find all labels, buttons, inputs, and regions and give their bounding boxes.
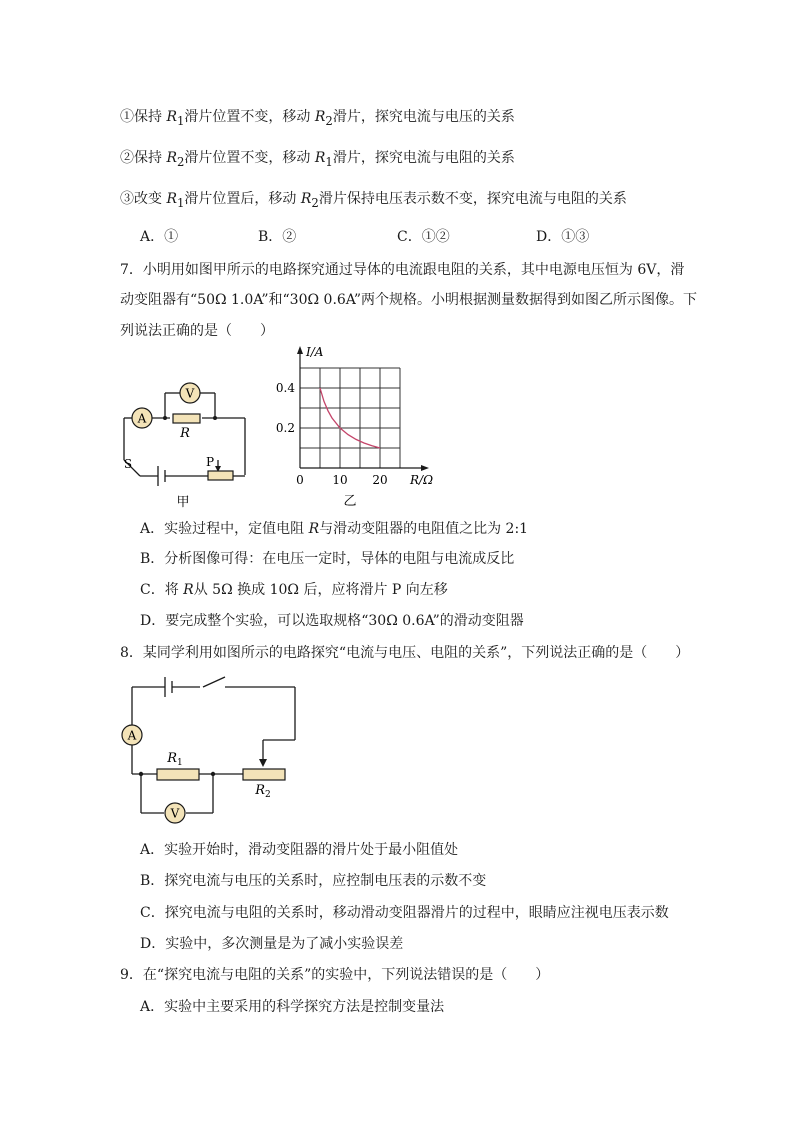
switch-label: S — [123, 457, 133, 471]
resistor-r1-icon — [157, 769, 199, 780]
x-tick-label: 20 — [372, 473, 388, 487]
junction-dot — [211, 772, 215, 776]
ammeter-label: A — [137, 411, 147, 426]
junction-dot — [213, 416, 217, 420]
q8-option-a: A．实验开始时，滑动变阻器的滑片处于最小阻值处 — [140, 842, 459, 858]
figure-caption-jia: 甲 — [176, 495, 190, 510]
x-tick-label: 10 — [332, 473, 348, 487]
rheostat-icon — [208, 471, 233, 480]
x-tick-label: 0 — [296, 473, 304, 487]
r1-label: $R_1$ — [167, 751, 183, 768]
q6-option-d: D．①③ — [536, 229, 590, 245]
y-axis-arrow-icon — [297, 346, 303, 354]
q7-stem-line-2: 动变阻器有“50Ω 1.0A”和“30Ω 0.6A”两个规格。小明根据测量数据得到如图乙所示图像。下 — [120, 292, 698, 308]
voltmeter-label: V — [170, 806, 180, 821]
series-curve — [320, 388, 380, 448]
rheostat-r2-icon — [243, 769, 285, 780]
figure-caption-yi: 乙 — [343, 494, 357, 509]
q9-stem: 9．在“探究电流与电阻的关系”的实验中，下列说法错误的是（ ） — [120, 967, 550, 983]
statement-2: ②保持 $R_2$滑片位置不变，移动 $R_1$滑片，探究电流与电阻的关系 — [120, 150, 515, 169]
resistor-icon — [173, 414, 200, 423]
voltmeter-label: V — [185, 386, 195, 401]
slider-label: P — [205, 455, 215, 469]
r2-label: $R_2$ — [255, 783, 271, 800]
q7-option-d: D．要完成整个实验，可以选取规格“30Ω 0.6A”的滑动变阻器 — [140, 613, 524, 629]
slider-arrow-icon — [259, 759, 267, 767]
resistor-label: R — [180, 426, 190, 441]
junction-dot — [163, 416, 167, 420]
statement-1: ①保持 $R_1$滑片位置不变，移动 $R_2$滑片，探究电流与电压的关系 — [120, 109, 515, 128]
q8-option-b: B．探究电流与电压的关系时，应控制电压表的示数不变 — [140, 873, 487, 889]
q7-stem-line-3: 列说法正确的是（ ） — [120, 323, 274, 339]
ammeter-label: A — [127, 728, 137, 743]
q7-stem-line-1: 7．小明用如图甲所示的电路探究通过导体的电流跟电阻的关系，其中电源电压恒为 6V，滑 — [120, 262, 685, 278]
x-axis-label: R/Ω — [410, 473, 434, 487]
y-tick-label: 0.2 — [275, 421, 295, 435]
junction-dot — [139, 772, 143, 776]
q8-option-c: C．探究电流与电阻的关系时，移动滑动变阻器滑片的过程中，眼睛应注视电压表示数 — [140, 905, 669, 921]
q7-option-b: B．分析图像可得：在电压一定时，导体的电阻与电流成反比 — [140, 551, 515, 567]
y-axis-label: I/A — [306, 345, 324, 359]
y-tick-label: 0.4 — [275, 381, 295, 395]
q6-option-c: C．①② — [397, 229, 450, 245]
q7-chart-yi — [270, 345, 440, 515]
q7-circuit-jia — [110, 370, 260, 520]
q6-option-a: A．① — [140, 229, 179, 245]
q8-circuit — [115, 675, 305, 835]
q7-option-c: C．将 R从 5Ω 换成 10Ω 后，应将滑片 P 向左移 — [140, 582, 448, 598]
q7-option-a: A．实验过程中，定值电阻 R与滑动变阻器的电阻值之比为 2:1 — [140, 521, 529, 537]
statement-3: ③改变 $R_1$滑片位置后，移动 $R_2$滑片保持电压表示数不变，探究电流与电阻的关系 — [120, 191, 627, 210]
x-axis-arrow-icon — [421, 465, 429, 471]
q8-option-d: D．实验中，多次测量是为了减小实验误差 — [140, 936, 404, 952]
q9-option-a: A．实验中主要采用的科学探究方法是控制变量法 — [140, 999, 445, 1015]
q8-stem: 8．某同学利用如图所示的电路探究“电流与电压、电阻的关系”，下列说法正确的是（ ） — [120, 645, 690, 661]
q6-option-b: B．② — [258, 229, 297, 245]
